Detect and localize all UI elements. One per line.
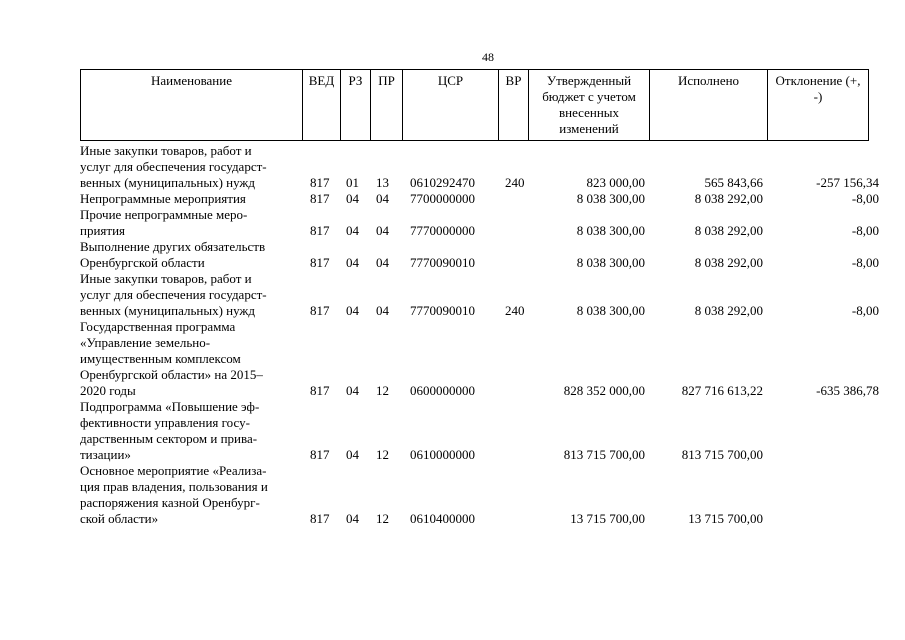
row-name: [80, 207, 305, 239]
cell-ved: 817: [310, 175, 330, 190]
cell-executed: 8 038 292,00: [694, 223, 763, 238]
cell-csr: 7770090010: [410, 303, 475, 318]
cell-pr: 12: [376, 447, 389, 462]
header-executed: Исполнено: [650, 70, 768, 141]
cell-executed: 8 038 292,00: [694, 303, 763, 318]
cell-executed: 13 715 700,00: [688, 511, 763, 526]
cell-csr: 0610292470: [410, 175, 475, 190]
cell-ved: 817: [310, 191, 330, 206]
cell-rz: 04: [346, 223, 359, 238]
row-name: [80, 463, 305, 527]
row-name-line: услуг для обеспечения государст-: [80, 159, 267, 174]
row-name-line: Непрограммные мероприятия: [80, 191, 246, 206]
row-name-line: Оренбургской области» на 2015–: [80, 367, 263, 382]
cell-budget: 823 000,00: [586, 175, 645, 190]
row-name-line: Иные закупки товаров, работ и: [80, 143, 252, 158]
cell-pr: 04: [376, 191, 389, 206]
cell-executed: 813 715 700,00: [681, 447, 763, 462]
row-name-line: Прочие непрограммные меро-: [80, 207, 248, 222]
row-name-line: услуг для обеспечения государст-: [80, 287, 267, 302]
cell-rz: 04: [346, 511, 359, 526]
header-rz: РЗ: [341, 70, 371, 141]
cell-budget: 8 038 300,00: [576, 191, 645, 206]
cell-budget: 8 038 300,00: [576, 223, 645, 238]
cell-budget: 13 715 700,00: [570, 511, 645, 526]
row-name-line: Основное мероприятие «Реализа-: [80, 463, 267, 478]
cell-csr: 7700000000: [410, 191, 475, 206]
cell-pr: 13: [376, 175, 389, 190]
row-name-line: Подпрограмма «Повышение эф-: [80, 399, 260, 414]
cell-executed: 827 716 613,22: [681, 383, 763, 398]
table-row: [80, 463, 880, 527]
cell-pr: 04: [376, 303, 389, 318]
cell-executed: 8 038 292,00: [694, 191, 763, 206]
header-deviation: Отклонение (+, -): [768, 70, 869, 141]
cell-csr: 0600000000: [410, 383, 475, 398]
row-name-line: ской области»: [80, 511, 159, 526]
row-name-line: венных (муниципальных) нужд: [80, 175, 256, 190]
header-ved: ВЕД: [303, 70, 341, 141]
row-name-line: Выполнение других обязательств: [80, 239, 266, 254]
cell-rz: 04: [346, 191, 359, 206]
cell-ved: 817: [310, 447, 330, 462]
cell-budget: 8 038 300,00: [576, 255, 645, 270]
cell-csr: 0610000000: [410, 447, 475, 462]
cell-rz: 01: [346, 175, 359, 190]
cell-deviation: -257 156,34: [816, 175, 879, 190]
cell-deviation: -635 386,78: [816, 383, 879, 398]
table-row: [80, 207, 880, 239]
cell-pr: 04: [376, 255, 389, 270]
cell-ved: 817: [310, 303, 330, 318]
table-row: [80, 191, 880, 207]
row-name: [80, 239, 305, 271]
cell-executed: 565 843,66: [704, 175, 763, 190]
cell-pr: 04: [376, 223, 389, 238]
header-pr: ПР: [371, 70, 403, 141]
header-budget: Утвержденный бюджет с учетом внесенных изменений: [529, 70, 650, 141]
cell-ved: 817: [310, 223, 330, 238]
row-name-line: фективности управления госу-: [80, 415, 250, 430]
cell-ved: 817: [310, 511, 330, 526]
cell-executed: 8 038 292,00: [694, 255, 763, 270]
row-name-line: приятия: [80, 223, 126, 238]
row-name-line: венных (муниципальных) нужд: [80, 303, 256, 318]
page-number: 48: [482, 50, 494, 64]
row-name-line: «Управление земельно-: [80, 335, 211, 350]
cell-rz: 04: [346, 255, 359, 270]
row-name-line: распоряжения казной Оренбург-: [80, 495, 260, 510]
cell-pr: 12: [376, 511, 389, 526]
row-name: [80, 399, 305, 463]
cell-vr: 240: [505, 303, 525, 318]
row-name-line: Оренбургской области: [80, 255, 205, 270]
header-name: Наименование: [81, 70, 303, 141]
table-row: [80, 239, 880, 271]
cell-csr: 7770090010: [410, 255, 475, 270]
row-name: [80, 271, 305, 319]
cell-budget: 828 352 000,00: [563, 383, 645, 398]
cell-rz: 04: [346, 383, 359, 398]
cell-budget: 8 038 300,00: [576, 303, 645, 318]
row-name-line: 2020 годы: [80, 383, 136, 398]
row-name-line: дарственным сектором и прива-: [80, 431, 258, 446]
cell-csr: 0610400000: [410, 511, 475, 526]
row-name-line: Государственная программа: [80, 319, 236, 334]
table-body: [80, 143, 880, 527]
table-row: [80, 271, 880, 319]
cell-ved: 817: [310, 255, 330, 270]
cell-pr: 12: [376, 383, 389, 398]
row-name: [80, 319, 305, 399]
header-vr: ВР: [499, 70, 529, 141]
cell-deviation: -8,00: [851, 303, 879, 318]
row-name: [80, 143, 305, 191]
row-name-line: тизации»: [80, 447, 131, 462]
table-header: [80, 69, 869, 141]
row-name-line: имущественным комплексом: [80, 351, 241, 366]
cell-rz: 04: [346, 447, 359, 462]
cell-csr: 7770000000: [410, 223, 475, 238]
cell-deviation: -8,00: [851, 255, 879, 270]
table-row: [80, 319, 880, 399]
cell-budget: 813 715 700,00: [563, 447, 645, 462]
cell-ved: 817: [310, 383, 330, 398]
cell-deviation: -8,00: [851, 191, 879, 206]
cell-vr: 240: [505, 175, 525, 190]
table-row: [80, 143, 880, 191]
header-csr: ЦСР: [403, 70, 499, 141]
cell-rz: 04: [346, 303, 359, 318]
cell-deviation: -8,00: [851, 223, 879, 238]
table-row: [80, 399, 880, 463]
row-name: [80, 191, 305, 207]
row-name-line: ция прав владения, пользования и: [80, 479, 268, 494]
row-name-line: Иные закупки товаров, работ и: [80, 271, 252, 286]
